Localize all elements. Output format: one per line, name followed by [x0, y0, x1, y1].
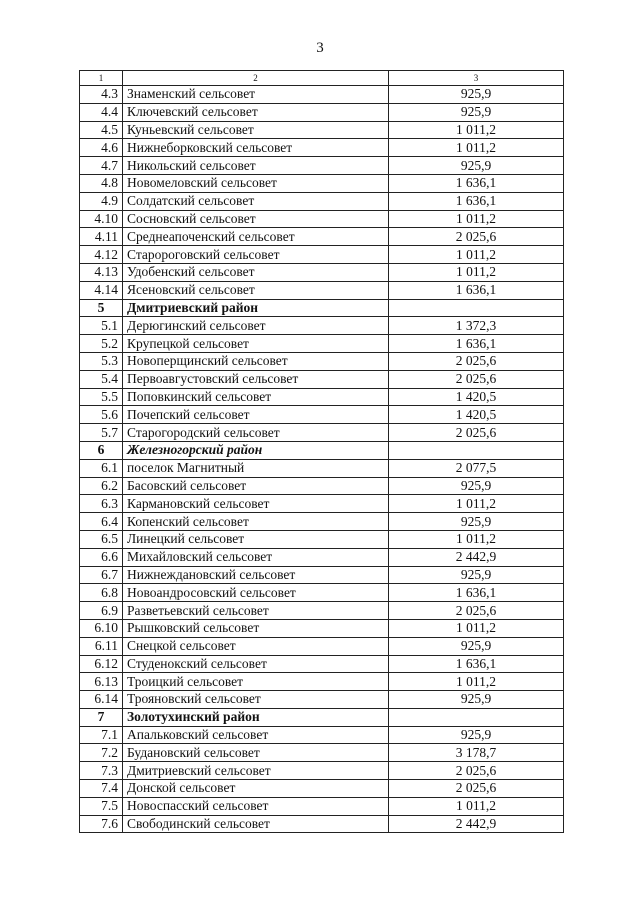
row-number: 7.1 — [80, 726, 123, 744]
row-value — [389, 299, 564, 317]
row-name: Первоавгустовский сельсовет — [123, 370, 389, 388]
table-row — [80, 726, 564, 744]
table-row — [80, 139, 564, 157]
row-value: 1 011,2 — [389, 263, 564, 281]
table-row — [80, 424, 564, 442]
row-value: 1 372,3 — [389, 317, 564, 335]
row-value: 2 025,6 — [389, 780, 564, 798]
table-row — [80, 157, 564, 175]
table-header-row — [80, 71, 564, 86]
row-name: Старогородский сельсовет — [123, 424, 389, 442]
row-value: 1 420,5 — [389, 406, 564, 424]
row-value: 925,9 — [389, 691, 564, 709]
table-row — [80, 780, 564, 798]
row-value: 1 636,1 — [389, 174, 564, 192]
row-number: 6.2 — [80, 477, 123, 495]
row-number: 7.2 — [80, 744, 123, 762]
row-number: 4.13 — [80, 263, 123, 281]
row-value: 1 011,2 — [389, 619, 564, 637]
row-number: 6.7 — [80, 566, 123, 584]
row-number: 6.14 — [80, 691, 123, 709]
table-row — [80, 655, 564, 673]
row-value: 3 178,7 — [389, 744, 564, 762]
row-name: Никольский сельсовет — [123, 157, 389, 175]
row-value: 1 636,1 — [389, 584, 564, 602]
table-row — [80, 762, 564, 780]
row-name: Золотухинский район — [123, 708, 389, 726]
row-name: Новомеловский сельсовет — [123, 174, 389, 192]
row-value: 1 011,2 — [389, 210, 564, 228]
row-name: Солдатский сельсовет — [123, 192, 389, 210]
row-name: Ясеновский сельсовет — [123, 281, 389, 299]
row-name: Дмитриевский район — [123, 299, 389, 317]
row-value — [389, 708, 564, 726]
table-row — [80, 459, 564, 477]
row-value: 1 011,2 — [389, 246, 564, 264]
header-col-1: 1 — [80, 71, 123, 86]
row-number: 6.12 — [80, 655, 123, 673]
row-value: 2 025,6 — [389, 352, 564, 370]
row-name: Среднеапоченский сельсовет — [123, 228, 389, 246]
row-name: Донской сельсовет — [123, 780, 389, 798]
table-row — [80, 228, 564, 246]
table-row — [80, 548, 564, 566]
row-number: 7.3 — [80, 762, 123, 780]
row-number: 7.4 — [80, 780, 123, 798]
row-name: Поповкинский сельсовет — [123, 388, 389, 406]
row-value: 2 025,6 — [389, 370, 564, 388]
row-number: 6.6 — [80, 548, 123, 566]
row-number: 4.4 — [80, 103, 123, 121]
row-value: 2 077,5 — [389, 459, 564, 477]
row-value: 1 011,2 — [389, 139, 564, 157]
row-name: Новоандросовский сельсовет — [123, 584, 389, 602]
row-number: 5.2 — [80, 335, 123, 353]
row-value: 925,9 — [389, 726, 564, 744]
table-row — [80, 513, 564, 531]
row-number: 5.5 — [80, 388, 123, 406]
row-number: 4.5 — [80, 121, 123, 139]
table-row — [80, 406, 564, 424]
row-number: 6.11 — [80, 637, 123, 655]
row-name: Новоспасский сельсовет — [123, 797, 389, 815]
row-value: 1 636,1 — [389, 335, 564, 353]
table-row — [80, 815, 564, 833]
row-number: 4.8 — [80, 174, 123, 192]
table-row — [80, 370, 564, 388]
row-number: 7 — [80, 708, 123, 726]
table-row — [80, 246, 564, 264]
section-row — [80, 441, 564, 459]
row-number: 4.11 — [80, 228, 123, 246]
section-row — [80, 299, 564, 317]
table-row — [80, 566, 564, 584]
row-number: 6 — [80, 441, 123, 459]
row-name: Удобенский сельсовет — [123, 263, 389, 281]
row-number: 6.3 — [80, 495, 123, 513]
row-number: 4.6 — [80, 139, 123, 157]
row-number: 4.12 — [80, 246, 123, 264]
row-name: Нижнеждановский сельсовет — [123, 566, 389, 584]
row-number: 7.5 — [80, 797, 123, 815]
header-col-3: 3 — [389, 71, 564, 86]
row-number: 5.6 — [80, 406, 123, 424]
row-number: 5.7 — [80, 424, 123, 442]
row-value: 925,9 — [389, 637, 564, 655]
row-value: 925,9 — [389, 157, 564, 175]
table-row — [80, 192, 564, 210]
row-value: 2 025,6 — [389, 762, 564, 780]
row-name: Копенский сельсовет — [123, 513, 389, 531]
row-value: 1 011,2 — [389, 121, 564, 139]
row-value: 1 011,2 — [389, 673, 564, 691]
table-row — [80, 530, 564, 548]
row-value: 925,9 — [389, 86, 564, 104]
row-name: Ключевский сельсовет — [123, 103, 389, 121]
row-name: Знаменский сельсовет — [123, 86, 389, 104]
table-row — [80, 281, 564, 299]
row-name: Кармановский сельсовет — [123, 495, 389, 513]
header-col-2: 2 — [123, 71, 389, 86]
section-row — [80, 708, 564, 726]
row-value: 925,9 — [389, 566, 564, 584]
row-name: Рышковский сельсовет — [123, 619, 389, 637]
table-row — [80, 637, 564, 655]
row-name: Трояновский сельсовет — [123, 691, 389, 709]
table-row — [80, 317, 564, 335]
row-name: поселок Магнитный — [123, 459, 389, 477]
row-value: 925,9 — [389, 103, 564, 121]
row-name: Михайловский сельсовет — [123, 548, 389, 566]
row-name: Будановский сельсовет — [123, 744, 389, 762]
row-name: Басовский сельсовет — [123, 477, 389, 495]
row-number: 5.1 — [80, 317, 123, 335]
row-name: Апальковский сельсовет — [123, 726, 389, 744]
row-value: 925,9 — [389, 477, 564, 495]
row-value: 1 420,5 — [389, 388, 564, 406]
row-number: 4.9 — [80, 192, 123, 210]
row-name: Почепский сельсовет — [123, 406, 389, 424]
row-value: 1 636,1 — [389, 192, 564, 210]
table-row — [80, 691, 564, 709]
row-number: 4.7 — [80, 157, 123, 175]
row-name: Линецкий сельсовет — [123, 530, 389, 548]
table-row — [80, 619, 564, 637]
row-name: Дмитриевский сельсовет — [123, 762, 389, 780]
table-row — [80, 584, 564, 602]
table-row — [80, 477, 564, 495]
row-number: 5.4 — [80, 370, 123, 388]
page-number: 3 — [316, 40, 324, 56]
row-value: 1 636,1 — [389, 655, 564, 673]
row-name: Разветьевский сельсовет — [123, 602, 389, 620]
table-row — [80, 210, 564, 228]
row-number: 6.5 — [80, 530, 123, 548]
row-value: 1 636,1 — [389, 281, 564, 299]
row-number: 4.14 — [80, 281, 123, 299]
row-name: Крупецкой сельсовет — [123, 335, 389, 353]
row-name: Снецкой сельсовет — [123, 637, 389, 655]
row-name: Сосновский сельсовет — [123, 210, 389, 228]
table-row — [80, 86, 564, 104]
row-number: 5 — [80, 299, 123, 317]
table-row — [80, 103, 564, 121]
row-name: Нижнеборковский сельсовет — [123, 139, 389, 157]
table-body — [80, 71, 564, 833]
row-name: Дерюгинский сельсовет — [123, 317, 389, 335]
row-number: 6.1 — [80, 459, 123, 477]
table-row — [80, 602, 564, 620]
row-name: Троицкий сельсовет — [123, 673, 389, 691]
row-number: 6.9 — [80, 602, 123, 620]
row-number: 6.4 — [80, 513, 123, 531]
row-value: 2 442,9 — [389, 815, 564, 833]
table-row — [80, 388, 564, 406]
table-row — [80, 495, 564, 513]
table-row — [80, 263, 564, 281]
row-number: 4.3 — [80, 86, 123, 104]
row-value: 925,9 — [389, 513, 564, 531]
row-value: 2 442,9 — [389, 548, 564, 566]
row-name: Старороговский сельсовет — [123, 246, 389, 264]
row-number: 4.10 — [80, 210, 123, 228]
table-row — [80, 673, 564, 691]
table-row — [80, 174, 564, 192]
row-value: 1 011,2 — [389, 495, 564, 513]
row-number: 6.8 — [80, 584, 123, 602]
row-name: Студенокский сельсовет — [123, 655, 389, 673]
table-row — [80, 121, 564, 139]
row-value: 2 025,6 — [389, 424, 564, 442]
row-value: 2 025,6 — [389, 602, 564, 620]
row-name: Новоперщинский сельсовет — [123, 352, 389, 370]
row-number: 5.3 — [80, 352, 123, 370]
table-row — [80, 352, 564, 370]
row-number: 7.6 — [80, 815, 123, 833]
row-value: 1 011,2 — [389, 797, 564, 815]
row-number: 6.10 — [80, 619, 123, 637]
table-row — [80, 744, 564, 762]
row-number: 6.13 — [80, 673, 123, 691]
row-name: Железногорский район — [123, 441, 389, 459]
row-name: Свободинский сельсовет — [123, 815, 389, 833]
table-row — [80, 335, 564, 353]
table-row — [80, 797, 564, 815]
row-value: 1 011,2 — [389, 530, 564, 548]
row-value: 2 025,6 — [389, 228, 564, 246]
allocation-table — [79, 70, 564, 833]
row-value — [389, 441, 564, 459]
row-name: Куньевский сельсовет — [123, 121, 389, 139]
